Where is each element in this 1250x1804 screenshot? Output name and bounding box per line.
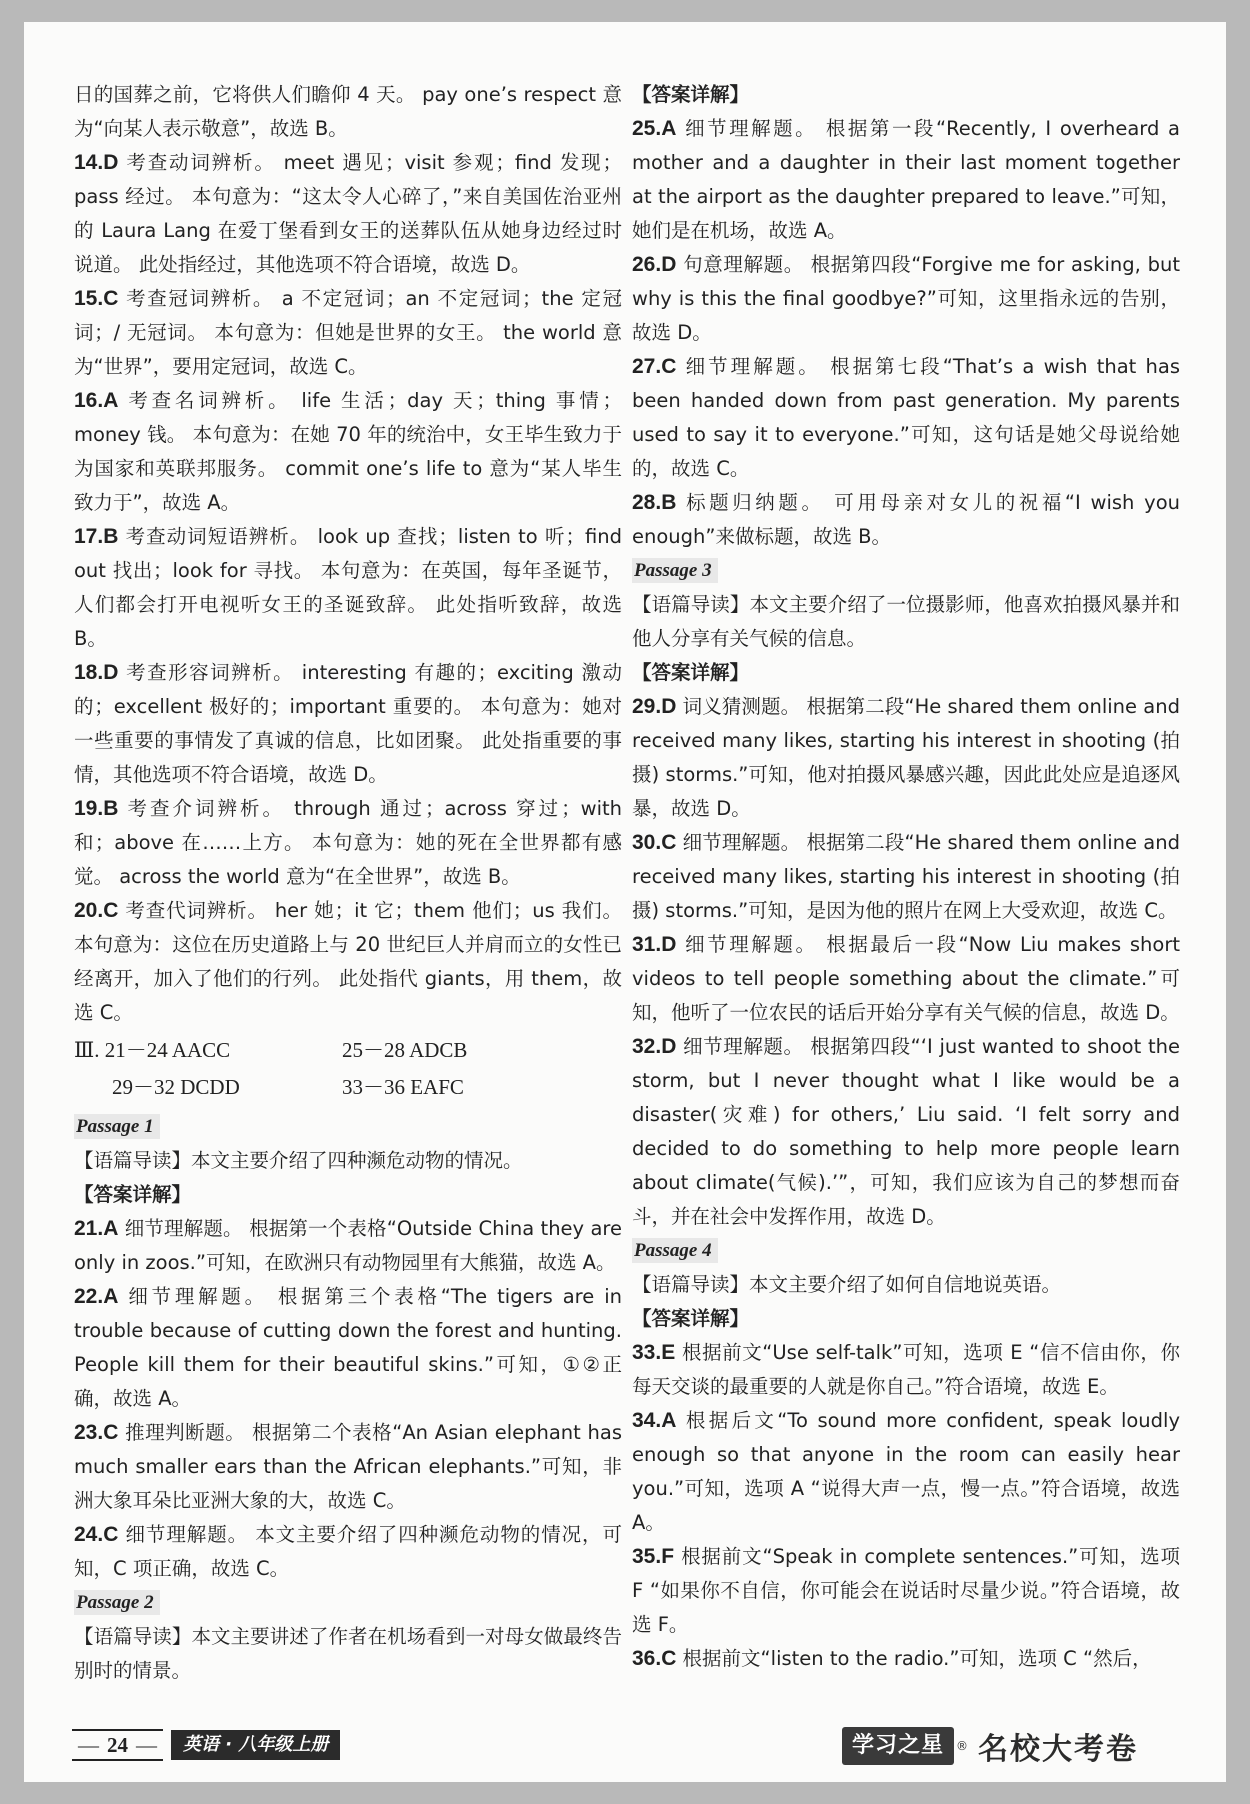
answer-item — [74, 656, 622, 792]
explanation-text: 细节理解题。 本文主要介绍了四种濒危动物的情况，可知，C 项正确，故选 C。 — [74, 1523, 622, 1580]
answer-key — [74, 1032, 622, 1106]
passage-heading — [632, 554, 1180, 588]
answer-item — [632, 350, 1180, 486]
explanation-text: 细节理解题。 根据第二段“He shared them online and received many likes, starting his interest in shooting (拍摄) storms.”可知，是因为他的照片在网上大受欢迎，故选 C。 — [632, 831, 1180, 922]
paragraph: 【语篇导读】本文主要介绍了一位摄影师，他喜欢拍摄风暴并和他人分享有关气候的信息。 — [632, 593, 1180, 650]
brand — [842, 1724, 1138, 1768]
answer-item — [74, 282, 622, 384]
question-number: 29.D — [632, 695, 677, 718]
question-number: 17.B — [74, 525, 119, 548]
explanation-text: 句意理解题。 根据第四段“Forgive me for asking, but why is this the final goodbye?”可知，这里指永远的告别，故选 D。 — [632, 253, 1180, 344]
question-number: 18.D — [74, 661, 119, 684]
answer-range: Ⅲ. 21－24 AACC — [74, 1038, 231, 1062]
page-number: 24 — [107, 1732, 128, 1757]
answer-item — [632, 112, 1180, 248]
answer-item — [632, 928, 1180, 1030]
page-footer — [72, 1728, 340, 1762]
question-number: 31.D — [632, 933, 677, 956]
answer-range: 25－28 ADCB — [342, 1038, 468, 1062]
question-number: 25.A — [632, 117, 677, 140]
page-number-box — [72, 1729, 163, 1761]
answer-item — [74, 146, 622, 282]
brand-logo: 学习之星 — [842, 1727, 954, 1765]
question-number: 32.D — [632, 1035, 677, 1058]
explanation-text: 考查动词辨析。 meet 遇见；visit 参观；find 发现；pass 经过。 本句意为：“这太令人心碎了，”来自美国佐治亚州的 Laura Lang 在爱丁堡看到女王的送葬队伍从她身边经过时说道。 此处指经过，其他选项不符合语境，故选 D。 — [74, 151, 622, 276]
dash-left: — — [78, 1732, 99, 1757]
explanation-text: 根据前文“listen to the radio.”可知，选项 C “然后， — [676, 1647, 1152, 1670]
section-heading: 【答案详解】 — [632, 661, 750, 684]
question-number: 36.C — [632, 1647, 677, 1670]
question-number: 34.A — [632, 1409, 677, 1432]
explanation-text: 根据后文“To sound more confident, speak loudly enough so that anyone in the room can easily hear you.”可知，选项 A “说得大声一点，慢一点。”符合语境，故选 A。 — [632, 1409, 1180, 1534]
question-number: 14.D — [74, 151, 119, 174]
question-number: 16.A — [74, 389, 119, 412]
explanation-text: 细节理解题。 根据最后一段“Now Liu makes short videos to tell people something about the climate.”可知，他听了一位农民的话后开始分享有关气候的信息，故选 D。 — [632, 933, 1180, 1024]
answer-item — [74, 1518, 622, 1586]
answer-item — [632, 248, 1180, 350]
paragraph: 【语篇导读】本文主要介绍了四种濒危动物的情况。 — [74, 1149, 523, 1172]
explanation-text: 考查形容词辨析。 interesting 有趣的；exciting 激动的；excellent 极好的；important 重要的。 本句意为：她对一些重要的事情发了真诚的信息，比如团聚。 此处指重要的事情，其他选项不符合语境，故选 D。 — [74, 661, 622, 786]
explanation-text: 根据前文“Use self-talk”可知，选项 E “信不信由你，你每天交谈的最重要的人就是你自己。”符合语境，故选 E。 — [632, 1341, 1180, 1398]
subject-label: 英语 · 八年级上册 — [171, 1730, 340, 1760]
registered-mark: ® — [956, 1739, 969, 1753]
answer-item — [74, 1212, 622, 1280]
passage-label: Passage 2 — [74, 1590, 160, 1615]
answer-key-row — [74, 1032, 622, 1069]
section-heading: 【答案详解】 — [632, 83, 750, 106]
answer-item — [632, 1030, 1180, 1234]
paragraph: 日的国葬之前，它将供人们瞻仰 4 天。 pay one’s respect 意为“向某人表示敬意”，故选 B。 — [74, 83, 622, 140]
answer-range: 29－32 DCDD — [112, 1075, 240, 1099]
brand-name: 名校大考卷 — [978, 1732, 1139, 1767]
question-number: 35.F — [632, 1545, 675, 1568]
answer-range: 33－36 EAFC — [342, 1075, 464, 1099]
explanation-text: 考查冠词辨析。 a 不定冠词；an 不定冠词；the 定冠词；/ 无冠词。 本句意为：但她是世界的女王。 the world 意为“世界”，要用定冠词，故选 C。 — [74, 287, 622, 378]
answer-item — [74, 384, 622, 520]
paragraph: 【语篇导读】本文主要讲述了作者在机场看到一对母女做最终告别时的情景。 — [74, 1625, 622, 1682]
explanation-text: 考查动词短语辨析。 look up 查找；listen to 听；find out 找出；look for 寻找。 本句意为：在英国，每年圣诞节，人们都会打开电视听女王的圣诞致辞。 此处指听致辞，故选 B。 — [74, 525, 622, 650]
answer-key-row — [74, 1069, 622, 1106]
answer-item — [74, 1416, 622, 1518]
explanation-text: 细节理解题。 根据第一段“Recently, I overheard a mother and a daughter in their last moment together at the airport as the daughter prepared to leave.”可知，她们是在机场，故选 A。 — [632, 117, 1180, 242]
explanation-text: 细节理解题。 根据第四段“‘I just wanted to shoot the storm, but I never thought what I like would be a disaster(灾难) for others,’ Liu said. ‘I felt sorry and decided to do something to help more people learn about climate(气候).’”，可知，我们应该为自己的梦想而奋斗，并在社会中发挥作用，故选 D。 — [632, 1035, 1180, 1228]
answer-item — [632, 1540, 1180, 1642]
question-number: 23.C — [74, 1421, 119, 1444]
passage-label: Passage 1 — [74, 1114, 160, 1139]
passage-heading — [632, 1234, 1180, 1268]
explanation-text: 考查名词辨析。 life 生活；day 天；thing 事情；money 钱。 本句意为：在她 70 年的统治中，女王毕生致力于为国家和英联邦服务。 commit one’s life to 意为“某人毕生致力于”，故选 A。 — [74, 389, 622, 514]
question-number: 26.D — [632, 253, 677, 276]
explanation-text: 细节理解题。 根据第七段“That’s a wish that has been handed down from past generation. My parents used to say it to everyone.”可知，这句话是她父母说给她的，故选 C。 — [632, 355, 1180, 480]
question-number: 22.A — [74, 1285, 119, 1308]
passage-label: Passage 4 — [632, 1238, 718, 1263]
section-heading: 【答案详解】 — [632, 1307, 750, 1330]
question-number: 33.E — [632, 1341, 676, 1364]
question-number: 19.B — [74, 797, 119, 820]
answer-item — [632, 486, 1180, 554]
explanation-text: 根据前文“Speak in complete sentences.”可知，选项 F “如果你不自信，你可能会在说话时尽量少说。”符合语境，故选 F。 — [632, 1545, 1180, 1636]
answer-item — [632, 690, 1180, 826]
right-column — [632, 78, 1180, 1676]
dash-right: — — [136, 1732, 157, 1757]
passage-label: Passage 3 — [632, 558, 718, 583]
answer-item — [632, 1404, 1180, 1540]
answer-item — [632, 1642, 1180, 1676]
answer-item — [74, 1280, 622, 1416]
explanation-text: 考查代词辨析。 her 她；it 它；them 他们；us 我们。本句意为：这位在历史道路上与 20 世纪巨人并肩而立的女性已经离开，加入了他们的行列。 此处指代 giants，用 them，故选 C。 — [74, 899, 622, 1024]
question-number: 15.C — [74, 287, 119, 310]
answer-item — [632, 826, 1180, 928]
question-number: 27.C — [632, 355, 677, 378]
question-number: 20.C — [74, 899, 119, 922]
passage-heading — [74, 1110, 622, 1144]
question-number: 30.C — [632, 831, 677, 854]
answer-item — [632, 1336, 1180, 1404]
question-number: 28.B — [632, 491, 677, 514]
explanation-text: 考查介词辨析。 through 通过；across 穿过；with 和；above 在……上方。 本句意为：她的死在全世界都有感觉。 across the world 意为“在全世界”，故选 B。 — [74, 797, 622, 888]
paragraph: 【语篇导读】本文主要介绍了如何自信地说英语。 — [632, 1273, 1062, 1296]
answer-item — [74, 792, 622, 894]
answer-item — [74, 894, 622, 1030]
left-column — [74, 78, 622, 1688]
question-number: 24.C — [74, 1523, 119, 1546]
explanation-text: 标题归纳题。 可用母亲对女儿的祝福“I wish you enough”来做标题，故选 B。 — [632, 491, 1180, 548]
explanation-text: 词义猜测题。 根据第二段“He shared them online and received many likes, starting his interest in shooting (拍摄) storms.”可知，他对拍摄风暴感兴趣，因此此处应是追逐风暴，故选 D。 — [632, 695, 1180, 820]
section-heading: 【答案详解】 — [74, 1183, 192, 1206]
document-page — [24, 22, 1226, 1782]
explanation-text: 细节理解题。 根据第三个表格“The tigers are in trouble because of cutting down the forest and hunting. People kill them for their beautiful skins.”可知，①②正确，故选 A。 — [74, 1285, 622, 1410]
question-number: 21.A — [74, 1217, 119, 1240]
explanation-text: 细节理解题。 根据第一个表格“Outside China they are only in zoos.”可知，在欧洲只有动物园里有大熊猫，故选 A。 — [74, 1217, 622, 1274]
passage-heading — [74, 1586, 622, 1620]
answer-item — [74, 520, 622, 656]
explanation-text: 推理判断题。 根据第二个表格“An Asian elephant has much smaller ears than the African elephants.”可知，非洲大象耳朵比亚洲大象的大，故选 C。 — [74, 1421, 622, 1512]
